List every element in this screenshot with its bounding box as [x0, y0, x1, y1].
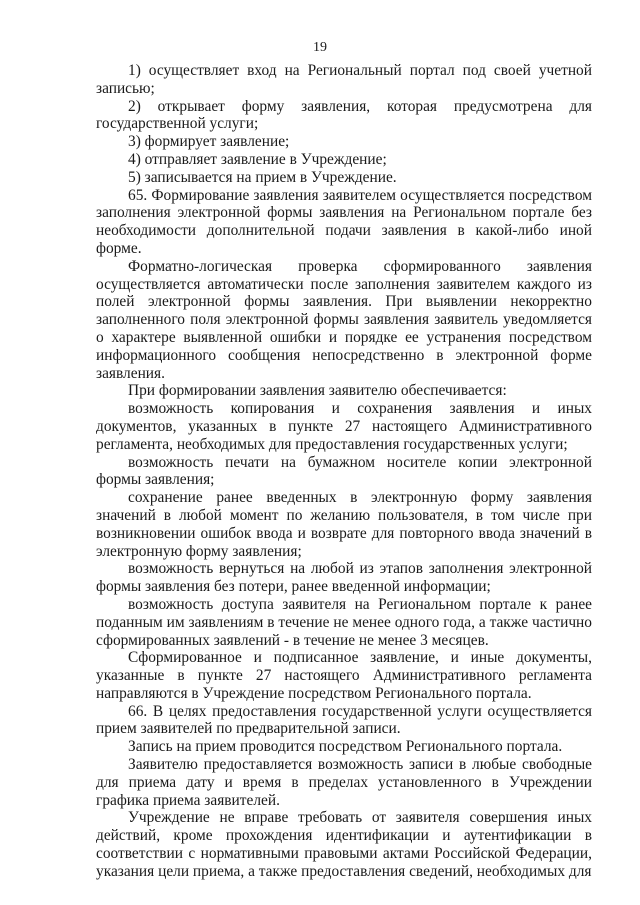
paragraph-8: При формировании заявления заявителю обеспечивается:: [128, 382, 507, 400]
paragraph-16: Запись на прием проводится посредством Регионального портала.: [128, 738, 563, 756]
paragraph-7: Форматно-логическая проверка сформированного заявления осуществляется автоматически после заполнения заявителем каждого из полей электронной формы заявления. При выявлении некорректно заполненного поля электронной формы заявления заявитель уведомляется о характере выявленной ошибки и порядке ее устранения посредством информационного сообщения непосредственно в электронной форме заявления.: [96, 257, 592, 382]
paragraph-3: 3) формирует заявление;: [128, 133, 290, 151]
paragraph-6: 65. Формирование заявления заявителем осуществляется посредством заполнения электронной формы заявления на Региональном портале без необходимости дополнительной подачи заявления в какой-либо иной форме.: [96, 186, 592, 257]
paragraph-10: возможность печати на бумажном носителе копии электронной формы заявления;: [96, 453, 592, 489]
paragraph-2: 2) открывает форму заявления, которая предусмотрена для государственной услуги;: [96, 97, 592, 133]
paragraph-15: 66. В целях предоставления государственной услуги осуществляется прием заявителей по предварительной записи.: [96, 702, 592, 738]
document-body: [96, 62, 592, 881]
paragraph-11: сохранение ранее введенных в электронную форму заявления значений в любой момент по желанию пользователя, в том числе при возникновении ошибок ввода и возврате для повторного ввода значений в электронную форму заявления;: [96, 489, 592, 560]
paragraph-9: возможность копирования и сохранения заявления и иных документов, указанных в пункте 27 настоящего Административного регламента, необходимых для предоставления государственных услуги;: [96, 400, 592, 453]
paragraph-1: 1) осуществляет вход на Региональный портал под своей учетной записью;: [96, 62, 592, 97]
paragraph-5: 5) записывается на прием в Учреждение.: [128, 168, 397, 186]
paragraph-12: возможность вернуться на любой из этапов заполнения электронной формы заявления без потери, ранее введенной информации;: [96, 560, 592, 596]
paragraph-18: Учреждение не вправе требовать от заявителя совершения иных действий, кроме прохождения идентификации и аутентификации в соответствии с нормативными правовыми актами Российской Федерации, указания цели приема, а также предоставления сведений, необходимых для: [96, 809, 592, 880]
paragraph-13: возможность доступа заявителя на Региональном портале к ранее поданным им заявлениям в течение не менее одного года, а также частично сформированных заявлений - в течение не менее 3 месяцев.: [96, 595, 592, 649]
paragraph-17: Заявителю предоставляется возможность записи в любые свободные для приема дату и время в пределах установленного в Учреждении графика приема заявителей.: [96, 756, 592, 809]
page-number: 19: [313, 40, 327, 55]
paragraph-4: 4) отправляет заявление в Учреждение;: [128, 150, 387, 168]
paragraph-14: Сформированное и подписанное заявление, и иные документы, указанные в пункте 27 настоящего Административного регламента направляются в Учреждение посредством Регионального портала.: [96, 649, 592, 702]
